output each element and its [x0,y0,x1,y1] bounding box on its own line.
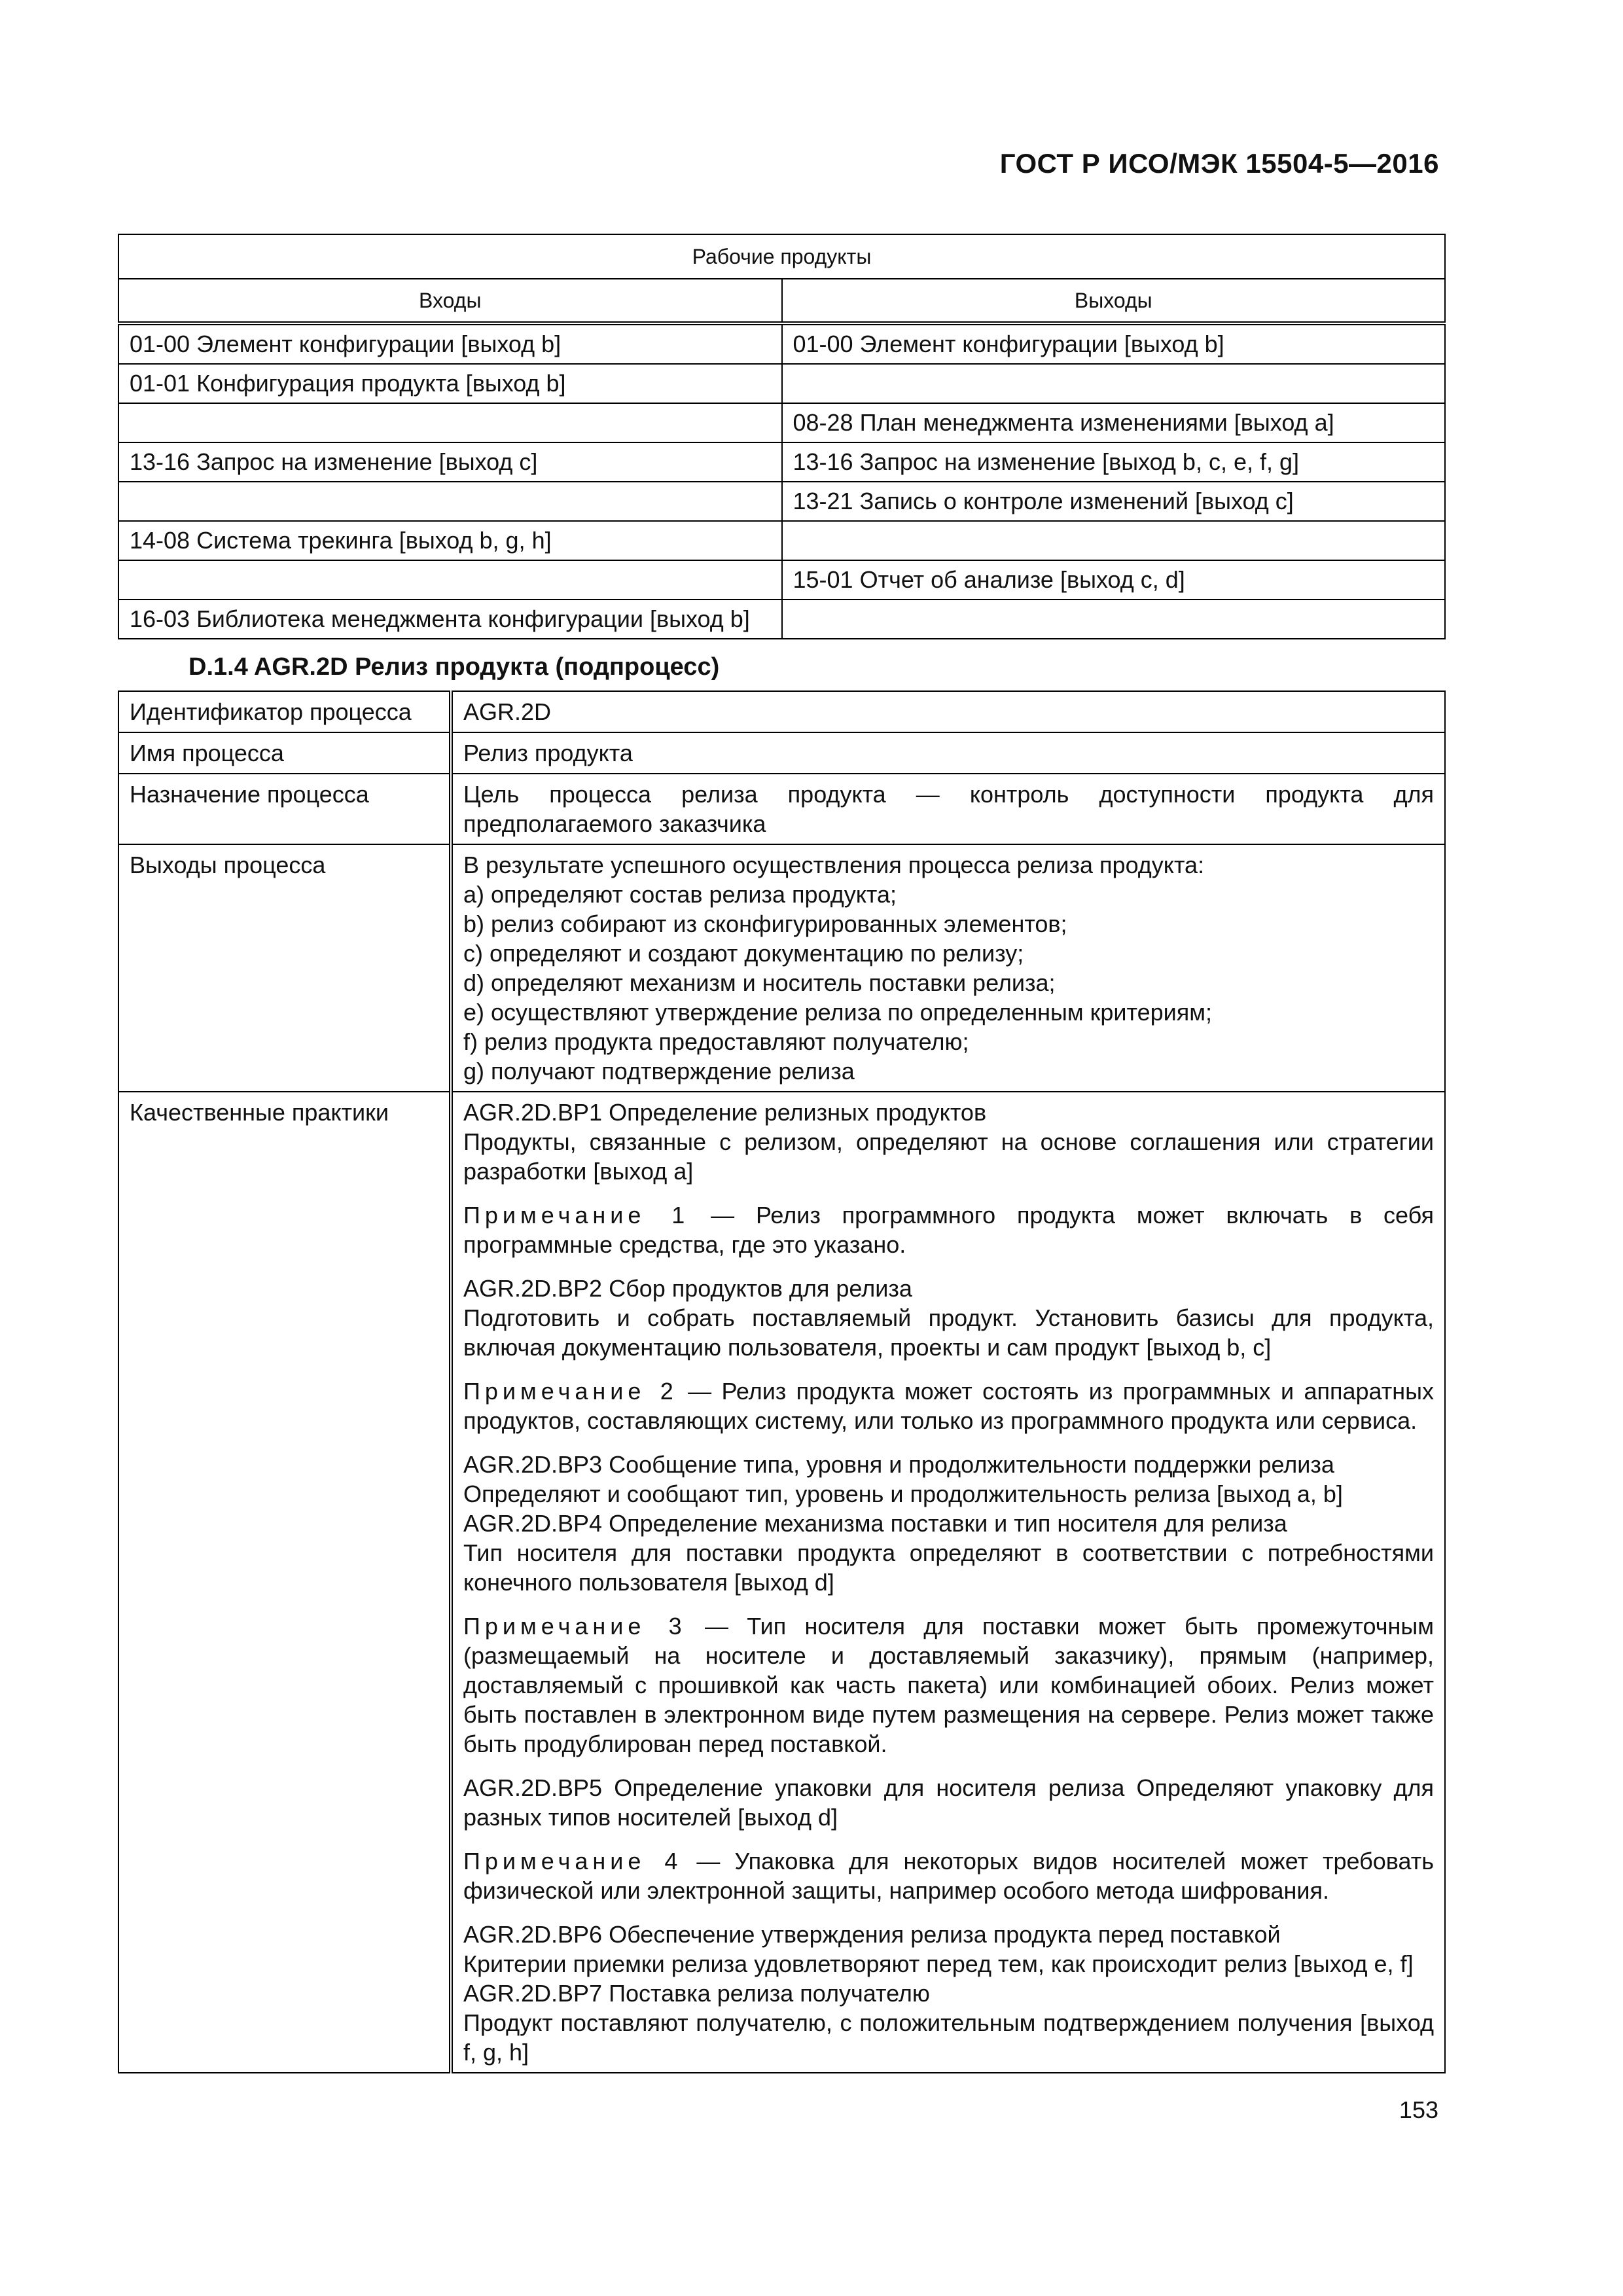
input-cell: 01-01 Конфигурация продукта [выход b] [118,364,782,403]
process-practices-value [451,1092,1445,2073]
bp6-title: AGR.2D.BP6 Обеспечение утверждения релиза продукта перед поставкой [463,1921,1281,1948]
process-practices-label: Качественные практики [118,1092,451,2073]
inputs-header: Входы [118,279,782,323]
document-header: ГОСТ Р ИСО/МЭК 15504-5—2016 [999,148,1439,179]
table-row [118,774,1445,844]
table-row [118,844,1445,1092]
note-4-text: — Упаковка для некоторых видов носителей может требовать физической или электронной защиты, например особого метода шифрования. [463,1848,1434,1904]
outcome-item: e) осуществляют утверждение релиза по определенным критериям; [463,999,1213,1026]
outcome-item: b) релиз собирают из сконфигурированных элементов; [463,910,1067,937]
table-row [118,364,1445,403]
input-cell [118,560,782,600]
base-practice-bp5 [463,1773,1434,1832]
base-practice-bp1 [463,1098,1434,1186]
page-number: 153 [1399,2096,1438,2123]
output-cell [782,364,1446,403]
table-row [118,521,1445,560]
input-cell: 16-03 Библиотека менеджмента конфигурации [выход b] [118,600,782,639]
bp1-text: Продукты, связанные с релизом, определяют на основе соглашения или стратегии разработки [выход a] [463,1128,1434,1185]
output-cell: 01-00 Элемент конфигурации [выход b] [782,323,1446,364]
base-practice-bp6-bp7 [463,1920,1434,2067]
table-row [118,403,1445,442]
process-outcomes-label: Выходы процесса [118,844,451,1092]
process-id-value: AGR.2D [451,691,1445,732]
base-practice-bp2 [463,1274,1434,1362]
bp7-text: Продукт поставляют получателю, с положительным подтверждением получения [выход f, g, h] [463,2009,1434,2066]
bp4-title: AGR.2D.BP4 Определение механизма поставки и тип носителя для релиза [463,1510,1287,1537]
outcome-item: c) определяют и создают документацию по релизу; [463,940,1024,967]
note-2-head: Примечание 2 [463,1378,678,1405]
work-products-title: Рабочие продукты [118,234,1445,279]
process-table [118,691,1446,2073]
table-row [118,482,1445,521]
bp7-title: AGR.2D.BP7 Поставка релиза получателю [463,1980,930,2007]
note-3 [463,1611,1434,1759]
table-row [118,1092,1445,2073]
table-row [118,732,1445,774]
process-outcomes-value [451,844,1445,1092]
process-purpose-value: Цель процесса релиза продукта — контроль доступности продукта для предполагаемого заказчика [451,774,1445,844]
input-cell [118,482,782,521]
process-id-label: Идентификатор процесса [118,691,451,732]
process-purpose-label: Назначение процесса [118,774,451,844]
input-cell [118,403,782,442]
bp3-title: AGR.2D.BP3 Сообщение типа, уровня и продолжительности поддержки релиза [463,1451,1334,1478]
output-cell: 15-01 Отчет об анализе [выход c, d] [782,560,1446,600]
outcome-item: a) определяют состав релиза продукта; [463,881,897,908]
input-cell: 14-08 Система трекинга [выход b, g, h] [118,521,782,560]
table-row [118,442,1445,482]
note-4-head: Примечание 4 [463,1848,683,1874]
output-cell: 13-21 Запись о контроле изменений [выход c] [782,482,1446,521]
table-row [118,691,1445,732]
input-cell: 01-00 Элемент конфигурации [выход b] [118,323,782,364]
bp3-text: Определяют и сообщают тип, уровень и продолжительность релиза [выход a, b] [463,1480,1343,1507]
outcome-item: d) определяют механизм и носитель поставки релиза; [463,969,1056,996]
outputs-header: Выходы [782,279,1446,323]
input-cell: 13-16 Запрос на изменение [выход c] [118,442,782,482]
section-heading: D.1.4 AGR.2D Релиз продукта (подпроцесс) [188,653,720,681]
output-cell: 13-16 Запрос на изменение [выход b, c, e, f, g] [782,442,1446,482]
bp5-text: AGR.2D.BP5 Определение упаковки для носителя релиза Определяют упаковку для разных типов носителей [выход d] [463,1774,1434,1831]
outcome-item: f) релиз продукта предоставляют получателю; [463,1028,969,1055]
output-cell [782,600,1446,639]
outcomes-intro: В результате успешного осуществления процесса релиза продукта: [463,852,1205,878]
table-row [118,323,1445,364]
bp2-text: Подготовить и собрать поставляемый продукт. Установить базисы для продукта, включая документацию пользователя, проекты и сам продукт [выход b, c] [463,1304,1434,1361]
bp1-title: AGR.2D.BP1 Определение релизных продуктов [463,1099,987,1126]
outcome-item: g) получают подтверждение релиза [463,1058,855,1085]
bp4-text: Тип носителя для поставки продукта определяют в соответствии с потребностями конечного пользователя [выход d] [463,1539,1434,1596]
note-3-text: — Тип носителя для поставки может быть промежуточным (размещаемый на носителе и доставляемый заказчику), прямым (например, доставляемый с прошивкой как часть пакета) или комбинацией обоих. Релиз может быть поставлен в электронном виде путем размещения на сервере. Релиз может также быть продублирован перед поставкой. [463,1613,1434,1757]
output-cell [782,521,1446,560]
process-name-value: Релиз продукта [451,732,1445,774]
note-2-text: — Релиз продукта может состоять из программных и аппаратных продуктов, составляющих систему, или только из программного продукта или сервиса. [463,1378,1434,1434]
table-row [118,600,1445,639]
note-4 [463,1846,1434,1905]
output-cell: 08-28 План менеджмента изменениями [выход a] [782,403,1446,442]
bp6-text: Критерии приемки релиза удовлетворяют перед тем, как происходит релиз [выход e, f] [463,1950,1414,1977]
table-row [118,560,1445,600]
note-1 [463,1200,1434,1259]
note-1-text: — Релиз программного продукта может включать в себя программные средства, где это указано. [463,1202,1434,1258]
work-products-table [118,234,1446,639]
note-1-head: Примечание 1 [463,1202,690,1229]
note-2 [463,1376,1434,1435]
base-practice-bp3-bp4 [463,1450,1434,1597]
process-name-label: Имя процесса [118,732,451,774]
bp2-title: AGR.2D.BP2 Сбор продуктов для релиза [463,1275,912,1302]
note-3-head: Примечание 3 [463,1613,687,1640]
